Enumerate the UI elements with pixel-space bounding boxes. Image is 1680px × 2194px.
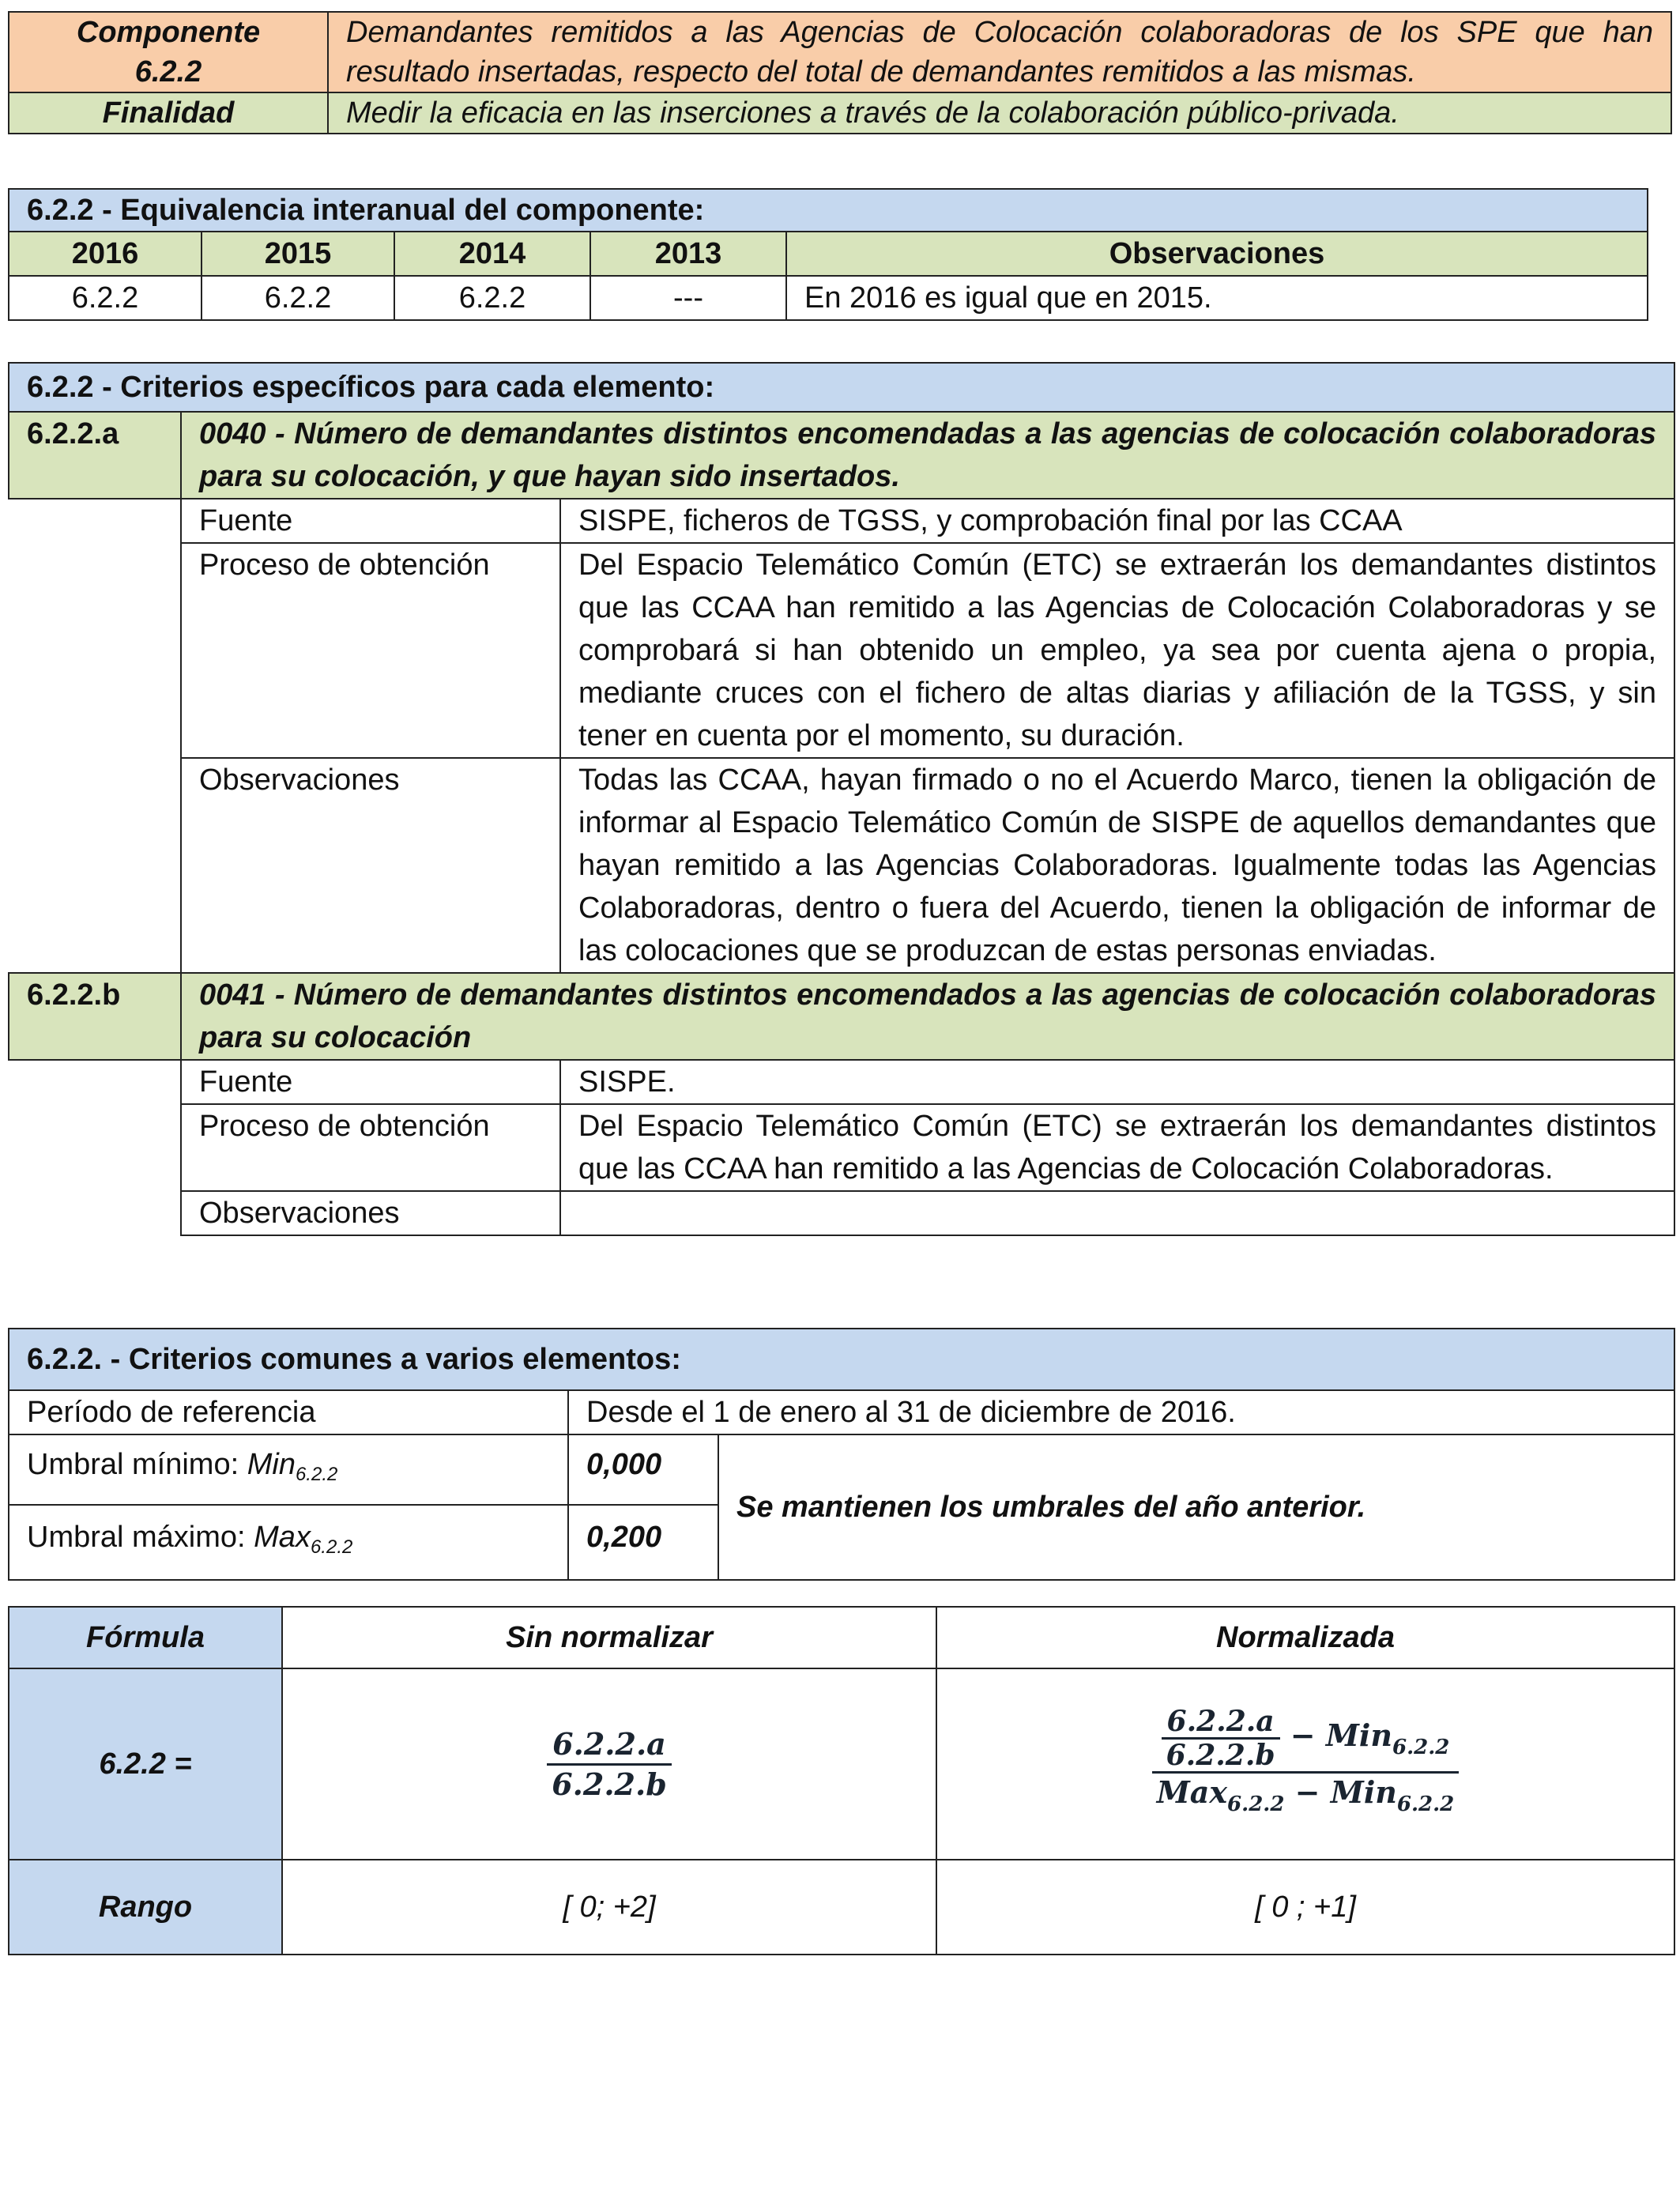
min-var: Min bbox=[1325, 1717, 1392, 1753]
element-a-title: 0040 - Número de demandantes distintos encomendadas a las agencias de colocación colaboradoras para su colocación, y que hayan sido insertados. bbox=[181, 412, 1674, 499]
min-sub: 6.2.2 bbox=[1392, 1735, 1450, 1759]
col-2015: 2015 bbox=[202, 232, 394, 276]
umbral-max-label-cell bbox=[9, 1505, 568, 1580]
normalized-fraction bbox=[1152, 1706, 1460, 1823]
component-header-table bbox=[8, 11, 1672, 134]
inner-denominator: 6.2.2.b bbox=[1166, 1738, 1275, 1772]
indent-cell bbox=[9, 1104, 181, 1191]
max-sub: 6.2.2 bbox=[1227, 1792, 1285, 1816]
rango-normalizada: [ 0 ; +1] bbox=[936, 1860, 1674, 1955]
col-2013: 2013 bbox=[590, 232, 786, 276]
col-2014: 2014 bbox=[394, 232, 590, 276]
umbral-max-var: Max bbox=[254, 1521, 311, 1554]
indent-cell bbox=[9, 1060, 181, 1104]
element-b-fuente: SISPE. bbox=[560, 1060, 1674, 1104]
criterios-especificos-table bbox=[8, 362, 1675, 1236]
sin-normalizar-col-header: Sin normalizar bbox=[282, 1607, 936, 1668]
element-b-code: 6.2.2.b bbox=[9, 973, 181, 1060]
rango-sin-normalizar: [ 0; +2] bbox=[282, 1860, 936, 1955]
element-b-proceso: Del Espacio Telemático Común (ETC) se extraerán los demandantes distintos que las CCAA han remitido a las Agencias de Colocación Colaboradoras. bbox=[560, 1104, 1674, 1191]
normalized-denominator bbox=[1152, 1774, 1460, 1823]
fraction-numerator: 6.2.2.a bbox=[552, 1725, 666, 1762]
max-var: Max bbox=[1156, 1774, 1228, 1810]
umbral-min-sub: 6.2.2 bbox=[295, 1464, 338, 1485]
formula-row-label: 6.2.2 = bbox=[9, 1668, 282, 1860]
value-2013: --- bbox=[590, 276, 786, 320]
inner-fraction bbox=[1162, 1706, 1280, 1771]
element-b-observaciones-label: Observaciones bbox=[181, 1191, 560, 1235]
value-2015: 6.2.2 bbox=[202, 276, 394, 320]
simple-fraction bbox=[547, 1725, 672, 1804]
equivalencia-title: 6.2.2 - Equivalencia interanual del componente: bbox=[9, 189, 1648, 232]
element-a-observaciones: Todas las CCAA, hayan firmado o no el Acuerdo Marco, tienen la obligación de informar al Espacio Telemático Común de SISPE de aquellos demandantes que hayan remitido a las Agencias Colaboradoras. Igualmente todas las Agencias Colaboradoras, dentro o fuera del Acuerdo, tienen la obligación de informar de las colocaciones que se produzcan de estas personas enviadas. bbox=[560, 758, 1674, 973]
min-var: Min bbox=[1330, 1774, 1397, 1810]
umbral-min-var: Min bbox=[247, 1448, 296, 1481]
umbral-min-value: 0,000 bbox=[568, 1434, 718, 1505]
periodo-value: Desde el 1 de enero al 31 de diciembre de 2016. bbox=[568, 1390, 1674, 1434]
finalidad-label: Finalidad bbox=[9, 92, 328, 134]
element-b-proceso-label: Proceso de obtención bbox=[181, 1104, 560, 1191]
value-2016: 6.2.2 bbox=[9, 276, 202, 320]
col-observaciones: Observaciones bbox=[786, 232, 1648, 276]
indent-cell bbox=[9, 758, 181, 973]
criterios-title: 6.2.2 - Criterios específicos para cada elemento: bbox=[9, 363, 1674, 412]
value-2014: 6.2.2 bbox=[394, 276, 590, 320]
minus-sign: − bbox=[1290, 1717, 1316, 1753]
element-b-fuente-label: Fuente bbox=[181, 1060, 560, 1104]
value-observaciones: En 2016 es igual que en 2015. bbox=[786, 276, 1648, 320]
element-a-fuente: SISPE, ficheros de TGSS, y comprobación final por las CCAA bbox=[560, 499, 1674, 543]
formula-normalizada bbox=[936, 1668, 1674, 1860]
formula-table bbox=[8, 1606, 1675, 1955]
indent-cell bbox=[9, 543, 181, 758]
comunes-title: 6.2.2. - Criterios comunes a varios elementos: bbox=[9, 1329, 1674, 1390]
element-b-observaciones bbox=[560, 1191, 1674, 1235]
componente-label-cell bbox=[9, 12, 328, 92]
normalizada-col-header: Normalizada bbox=[936, 1607, 1674, 1668]
element-a-proceso-label: Proceso de obtención bbox=[181, 543, 560, 758]
umbral-max-value: 0,200 bbox=[568, 1505, 718, 1580]
element-b-title: 0041 - Número de demandantes distintos encomendados a las agencias de colocación colaboradoras para su colocación bbox=[181, 973, 1674, 1060]
componente-label: Componente bbox=[76, 16, 261, 49]
criterios-comunes-table bbox=[8, 1328, 1675, 1581]
finalidad-description: Medir la eficacia en las inserciones a través de la colaboración público-privada. bbox=[328, 92, 1671, 134]
inner-numerator: 6.2.2.a bbox=[1166, 1704, 1275, 1738]
fraction-denominator: 6.2.2.b bbox=[552, 1766, 667, 1802]
element-a-code: 6.2.2.a bbox=[9, 412, 181, 499]
formula-col-header: Fórmula bbox=[9, 1607, 282, 1668]
umbral-note: Se mantienen los umbrales del año anterior. bbox=[718, 1434, 1674, 1580]
element-a-proceso: Del Espacio Telemático Común (ETC) se extraerán los demandantes distintos que las CCAA han remitido a las Agencias de Colocación Colaboradoras y se comprobará si han obtenido un empleo, ya sea por cuenta ajena o propia, mediante cruces con el fichero de altas diarias y afiliación de la TGSS, y sin tener en cuenta por el momento, su duración. bbox=[560, 543, 1674, 758]
umbral-max-sub: 6.2.2 bbox=[310, 1536, 353, 1558]
indent-cell bbox=[9, 1191, 181, 1235]
rango-label: Rango bbox=[9, 1860, 282, 1955]
indent-cell bbox=[9, 499, 181, 543]
min-sub: 6.2.2 bbox=[1396, 1792, 1455, 1816]
minus-sign: − bbox=[1294, 1774, 1320, 1810]
equivalencia-table bbox=[8, 188, 1648, 321]
componente-code: 6.2.2 bbox=[134, 55, 202, 89]
formula-sin-normalizar bbox=[282, 1668, 936, 1860]
componente-description: Demandantes remitidos a las Agencias de Colocación colaboradoras de los SPE que han resultado insertadas, respecto del total de demandantes remitidos a las mismas. bbox=[328, 12, 1671, 92]
normalized-numerator bbox=[1157, 1706, 1455, 1771]
umbral-min-label: Umbral mínimo: bbox=[27, 1448, 247, 1481]
umbral-min-label-cell bbox=[9, 1434, 568, 1505]
element-a-observaciones-label: Observaciones bbox=[181, 758, 560, 973]
col-2016: 2016 bbox=[9, 232, 202, 276]
periodo-label: Período de referencia bbox=[9, 1390, 568, 1434]
element-a-fuente-label: Fuente bbox=[181, 499, 560, 543]
umbral-max-label: Umbral máximo: bbox=[27, 1521, 254, 1554]
